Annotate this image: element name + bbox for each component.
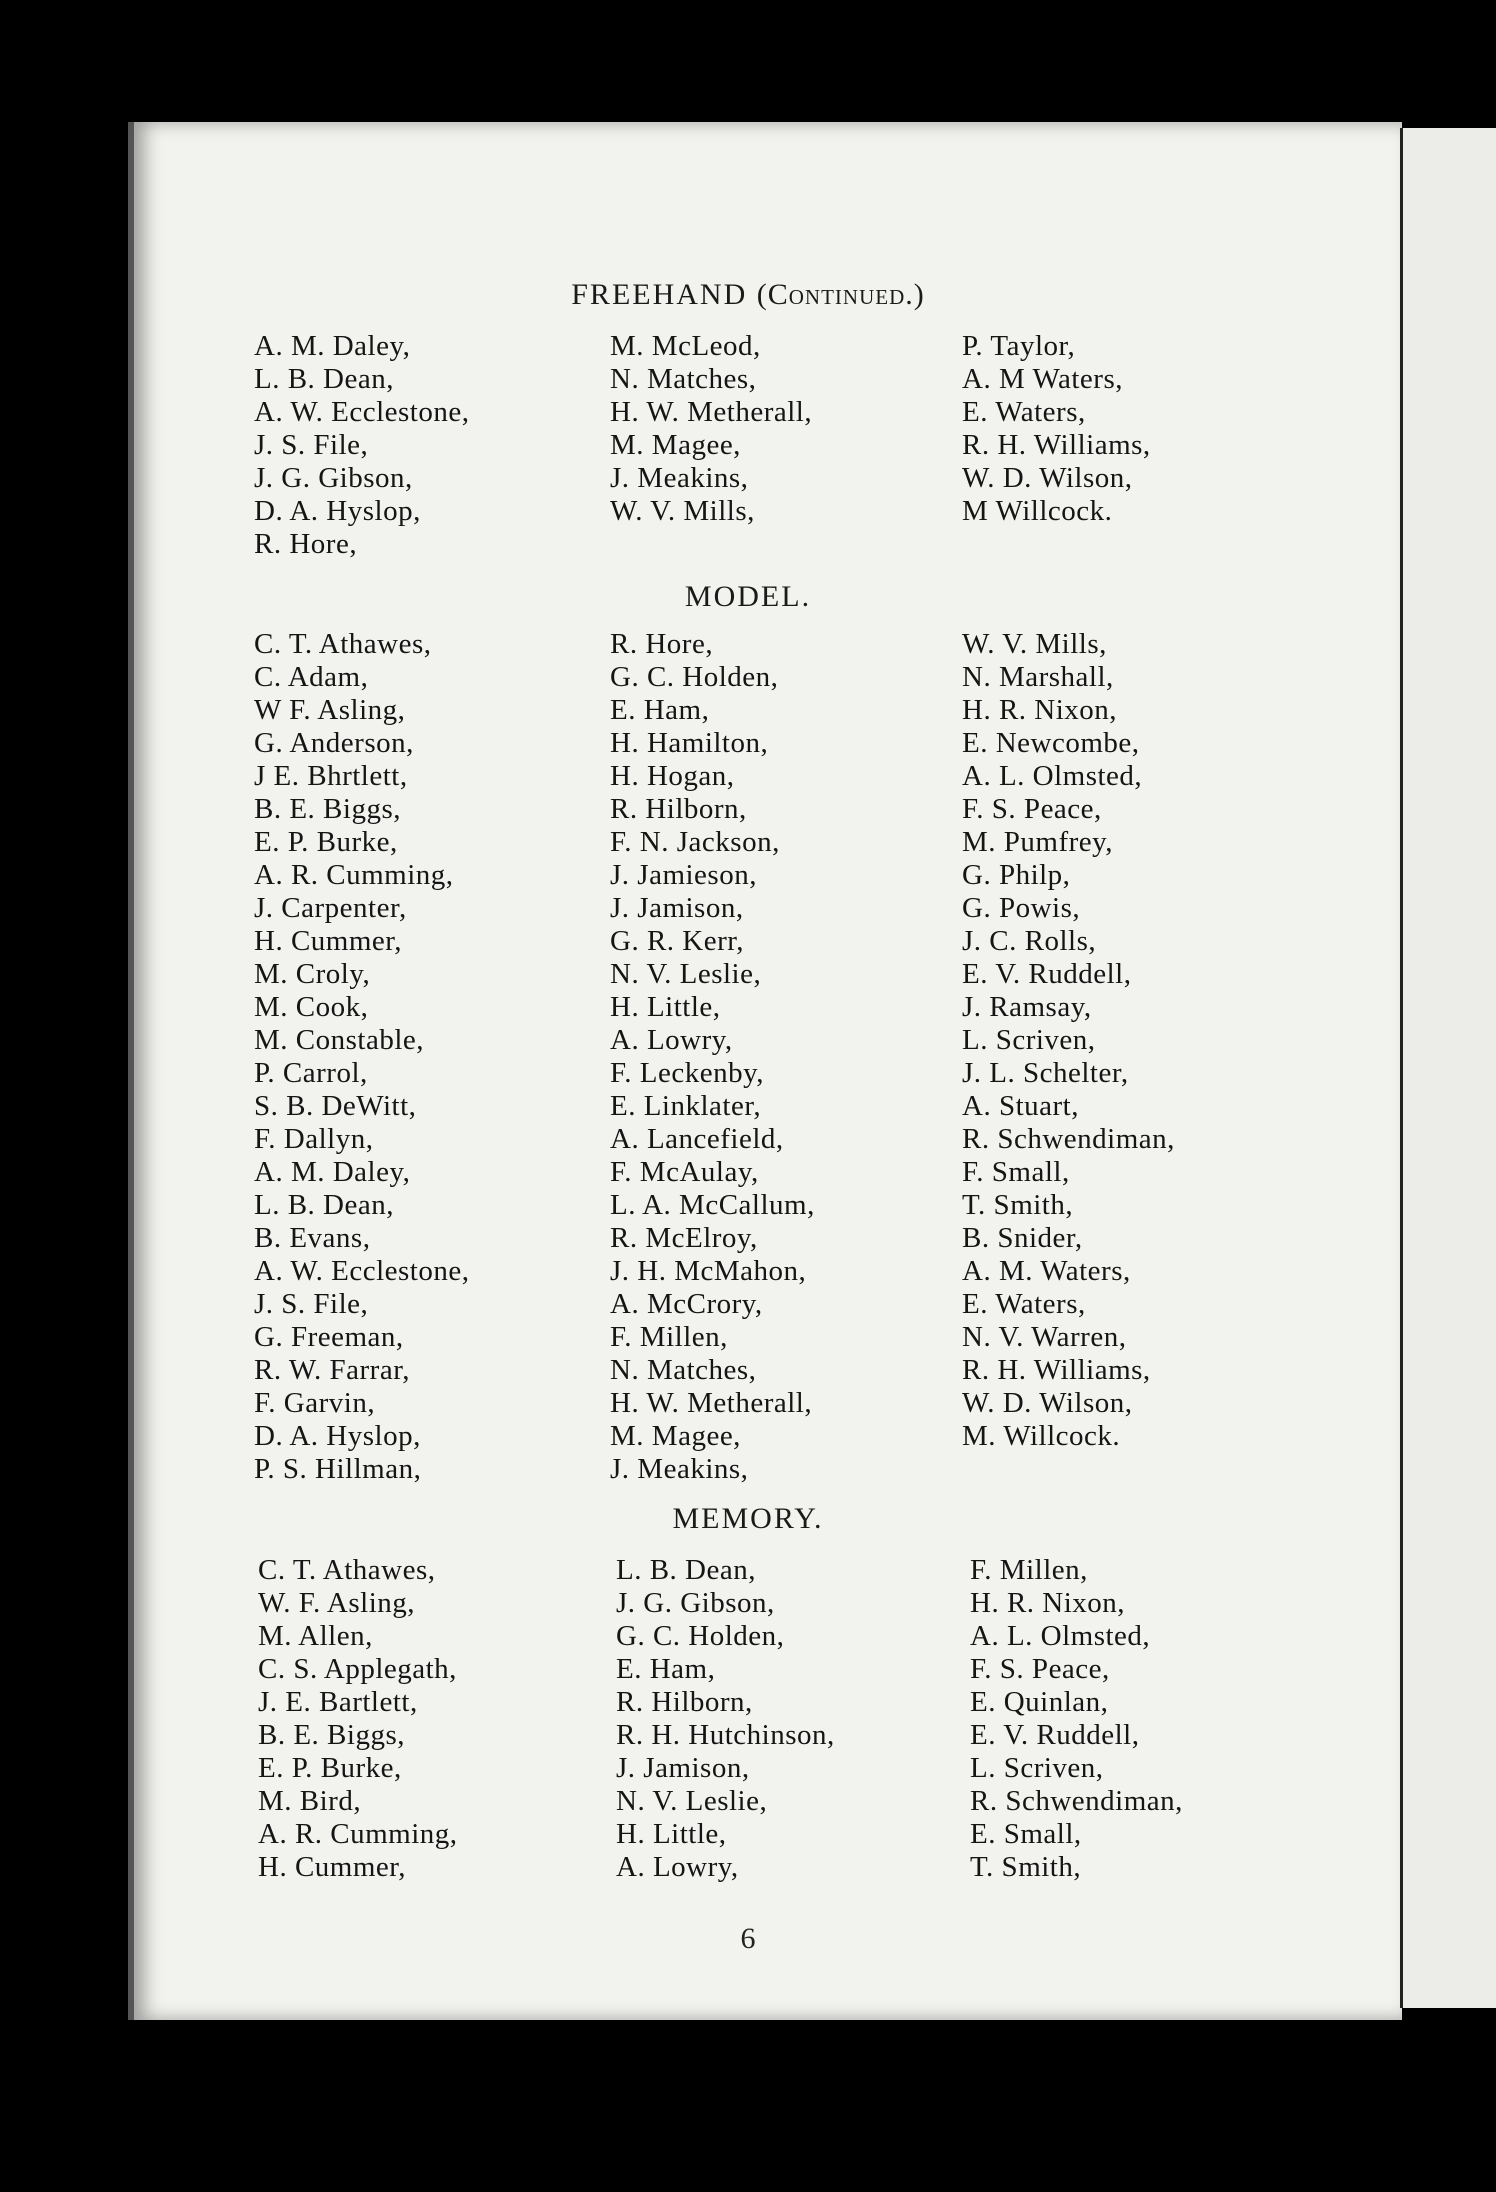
name-entry: G. Philp, [962,859,1071,891]
name-entry: J. S. File, [254,429,369,461]
name-entry: J. G. Gibson, [616,1587,775,1619]
name-entry: H. Cummer, [258,1851,407,1883]
heading-main: MODEL. [684,580,812,613]
name-entry: E. Quinlan, [970,1686,1109,1718]
name-entry: R. Hore, [254,528,358,560]
name-entry: F. Millen, [610,1321,728,1353]
name-entry: P. S. Hillman, [254,1453,422,1485]
name-entry: E. Ham, [610,694,710,726]
name-entry: A. R. Cumming, [258,1818,458,1850]
name-entry: J. Jamison, [610,892,744,924]
heading-main: MEMORY. [672,1502,824,1535]
name-entry: M. McLeod, [610,330,761,362]
name-column [258,1554,458,1884]
name-entry: F. Garvin, [254,1387,376,1419]
name-entry: N. Matches, [610,1354,757,1386]
page-number: 6 [740,1922,756,1955]
name-entry: B. E. Biggs, [258,1719,405,1751]
name-entry: J E. Bhrtlett, [254,760,408,792]
name-entry: A. Lancefield, [610,1123,784,1155]
name-entry: B. Snider, [962,1222,1083,1254]
name-entry: B. Evans, [254,1222,371,1254]
name-entry: L. Scriven, [970,1752,1104,1784]
name-entry: M. Magee, [610,1420,741,1452]
name-column [610,330,812,528]
name-entry: W. V. Mills, [962,628,1107,660]
name-entry: G. Powis, [962,892,1081,924]
name-entry: C. S. Applegath, [258,1653,457,1685]
name-entry: F. Millen, [970,1554,1088,1586]
name-entry: H. W. Metherall, [610,396,813,428]
name-entry: E. Linklater, [610,1090,762,1122]
name-entry: F. Dallyn, [254,1123,374,1155]
name-column [616,1554,835,1884]
name-entry: J. C. Rolls, [962,925,1097,957]
name-entry: H. R. Nixon, [962,694,1118,726]
name-entry: G. Freeman, [254,1321,404,1353]
name-entry: G. C. Holden, [610,661,779,693]
name-entry: F. N. Jackson, [610,826,780,858]
facing-page-edge [1400,128,1496,2008]
name-entry: J. L. Schelter, [962,1057,1129,1089]
name-entry: H. Hogan, [610,760,735,792]
name-entry: R. Schwendiman, [970,1785,1183,1817]
name-entry: W. D. Wilson, [962,462,1133,494]
name-entry: R. McElroy, [610,1222,758,1254]
name-entry: H. Little, [610,991,721,1023]
name-entry: M. Magee, [610,429,741,461]
name-entry: M. Pumfrey, [962,826,1114,858]
name-entry: H. W. Metherall, [610,1387,813,1419]
name-entry: J. Meakins, [610,1453,749,1485]
name-entry: J. Carpenter, [254,892,407,924]
name-entry: G. C. Holden, [616,1620,785,1652]
name-entry: J. G. Gibson, [254,462,413,494]
section-heading-model [0,580,1496,614]
name-entry: P. Taylor, [962,330,1076,362]
name-entry: J. E. Bartlett, [258,1686,418,1718]
name-entry: H. Hamilton, [610,727,769,759]
name-entry: E. V. Ruddell, [970,1719,1140,1751]
name-entry: F. Small, [962,1156,1070,1188]
name-entry: W F. Asling, [254,694,406,726]
name-entry: P. Carrol, [254,1057,368,1089]
name-entry: M Willcock. [962,495,1113,527]
name-entry: A. W. Ecclestone, [254,1255,470,1287]
name-entry: H. Cummer, [254,925,403,957]
name-entry: M. Allen, [258,1620,373,1652]
name-entry: M. Willcock. [962,1420,1121,1452]
name-entry: E. Waters, [962,1288,1086,1320]
name-entry: A. Stuart, [962,1090,1079,1122]
name-entry: N. Matches, [610,363,757,395]
name-entry: A. McCrory, [610,1288,763,1320]
name-entry: A. Lowry, [610,1024,733,1056]
heading-main: FREEHAND [571,278,748,311]
name-entry: W. F. Asling, [258,1587,416,1619]
name-entry: H. Little, [616,1818,727,1850]
name-entry: A. M Waters, [962,363,1123,395]
name-entry: R. Hilborn, [610,793,747,825]
name-entry: J. S. File, [254,1288,369,1320]
name-entry: R. H. Williams, [962,429,1151,461]
name-entry: E. P. Burke, [258,1752,402,1784]
name-entry: C. T. Athawes, [254,628,432,660]
name-entry: G. Anderson, [254,727,414,759]
name-entry: N. V. Leslie, [610,958,762,990]
name-entry: F. S. Peace, [962,793,1102,825]
name-entry: J. Ramsay, [962,991,1092,1023]
name-entry: S. B. DeWitt, [254,1090,417,1122]
name-entry: M. Croly, [254,958,371,990]
name-entry: J. H. McMahon, [610,1255,807,1287]
name-column [962,628,1175,1453]
name-entry: R. Schwendiman, [962,1123,1175,1155]
section-heading-freehand [0,278,1496,312]
name-entry: G. R. Kerr, [610,925,745,957]
name-entry: A. W. Ecclestone, [254,396,470,428]
name-column [254,628,469,1486]
name-entry: E. Ham, [616,1653,716,1685]
name-entry: A. Lowry, [616,1851,739,1883]
name-entry: L. Scriven, [962,1024,1096,1056]
name-entry: J. Jamieson, [610,859,757,891]
name-entry: A. L. Olmsted, [970,1620,1151,1652]
name-entry: D. A. Hyslop, [254,1420,421,1452]
section-heading-memory [0,1502,1496,1536]
heading-sub: (Continued.) [756,278,925,311]
name-entry: F. McAulay, [610,1156,759,1188]
name-entry: C. T. Athawes, [258,1554,436,1586]
name-entry: J. Jamison, [616,1752,750,1784]
name-entry: N. Marshall, [962,661,1114,693]
name-entry: L. B. Dean, [254,363,394,395]
name-entry: L. B. Dean, [616,1554,756,1586]
name-entry: R. Hore, [610,628,714,660]
name-entry: R. H. Williams, [962,1354,1151,1386]
name-entry: W. V. Mills, [610,495,755,527]
name-entry: C. Adam, [254,661,369,693]
name-entry: L. B. Dean, [254,1189,394,1221]
name-column [610,628,815,1486]
name-entry: E. Small, [970,1818,1082,1850]
name-entry: A. R. Cumming, [254,859,454,891]
name-entry: H. R. Nixon, [970,1587,1126,1619]
name-entry: M. Bird, [258,1785,362,1817]
name-entry: E. P. Burke, [254,826,398,858]
name-entry: A. M. Waters, [962,1255,1131,1287]
name-entry: F. Leckenby, [610,1057,765,1089]
name-entry: R. W. Farrar, [254,1354,410,1386]
name-entry: M. Cook, [254,991,369,1023]
name-entry: E. Newcombe, [962,727,1140,759]
name-entry: N. V. Leslie, [616,1785,768,1817]
name-entry: L. A. McCallum, [610,1189,815,1221]
name-entry: T. Smith, [962,1189,1074,1221]
name-entry: N. V. Warren, [962,1321,1127,1353]
name-entry: R. H. Hutchinson, [616,1719,835,1751]
name-entry: A. L. Olmsted, [962,760,1143,792]
name-entry: J. Meakins, [610,462,749,494]
name-column [970,1554,1183,1884]
name-entry: M. Constable, [254,1024,425,1056]
name-entry: F. S. Peace, [970,1653,1110,1685]
name-entry: A. M. Daley, [254,1156,411,1188]
name-column [962,330,1151,528]
name-entry: E. Waters, [962,396,1086,428]
name-entry: E. V. Ruddell, [962,958,1132,990]
name-entry: D. A. Hyslop, [254,495,421,527]
name-entry: B. E. Biggs, [254,793,401,825]
name-entry: A. M. Daley, [254,330,411,362]
name-column [254,330,469,561]
name-entry: W. D. Wilson, [962,1387,1133,1419]
name-entry: R. Hilborn, [616,1686,753,1718]
name-entry: T. Smith, [970,1851,1082,1883]
